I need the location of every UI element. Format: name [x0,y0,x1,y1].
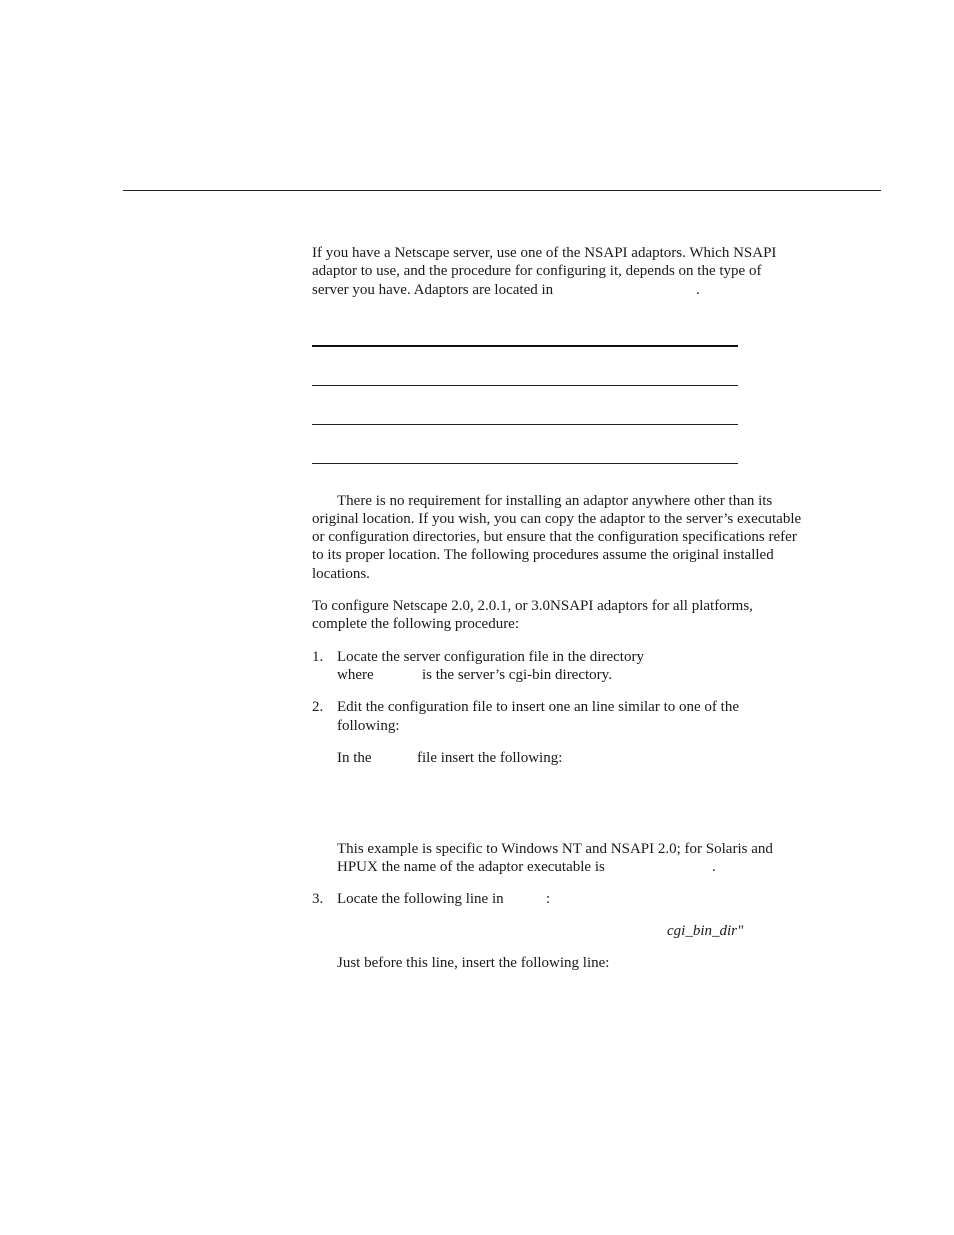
configure-line-2: complete the following procedure: [312,616,520,632]
step-3-code-fragment: cgi_bin_dir" [667,923,744,939]
note-line-2: original location. If you wish, you can copy the adaptor to the server’s executable [312,511,802,527]
note-line-1: There is no requirement for installing an adaptor anywhere other than its [337,493,773,509]
step-1-number: 1. [312,649,324,665]
intro-line-2: adaptor to use, and the procedure for configuring it, depends on the type of [312,263,762,279]
step-2-example-2-end: . [712,859,716,875]
header-rule [123,190,881,191]
table-row-rule [312,424,738,425]
step-2-line-1: Edit the configuration file to insert one an line similar to one of the [337,699,739,715]
step-3-number: 3. [312,891,324,907]
step-3-line-1: Locate the following line in [337,891,504,907]
table-bottom-rule [312,463,738,464]
step-2-example-1: This example is specific to Windows NT and NSAPI 2.0; for Solaris and [337,841,773,857]
step-1-line-2a: where [337,667,374,683]
step-2-line-2: following: [337,718,400,734]
step-2-number: 2. [312,699,324,715]
step-1-line-1: Locate the server configuration file in the directory [337,649,644,665]
step-3-line-1-end: : [546,891,551,907]
note-line-4: to its proper location. The following procedures assume the original installed [312,547,774,563]
intro-line-1: If you have a Netscape server, use one of the NSAPI adaptors. Which NSAPI [312,245,777,261]
note-line-5: locations. [312,566,370,582]
table-top-rule [312,345,738,347]
table-row-rule [312,385,738,386]
note-line-3: or configuration directories, but ensure that the configuration specifications refer [312,529,797,545]
step-2-sub-1a: In the [337,750,372,766]
intro-line-3-end: . [696,282,700,298]
configure-line-1: To configure Netscape 2.0, 2.0.1, or 3.0NSAPI adaptors for all platforms, [312,598,753,614]
step-3-sub-1: Just before this line, insert the following line: [337,955,610,971]
step-2-example-2: HPUX the name of the adaptor executable is [337,859,605,875]
step-2-sub-1b: file insert the following: [417,750,563,766]
step-1-line-2b: is the server’s cgi-bin directory. [422,667,612,683]
intro-line-3: server you have. Adaptors are located in [312,282,554,298]
